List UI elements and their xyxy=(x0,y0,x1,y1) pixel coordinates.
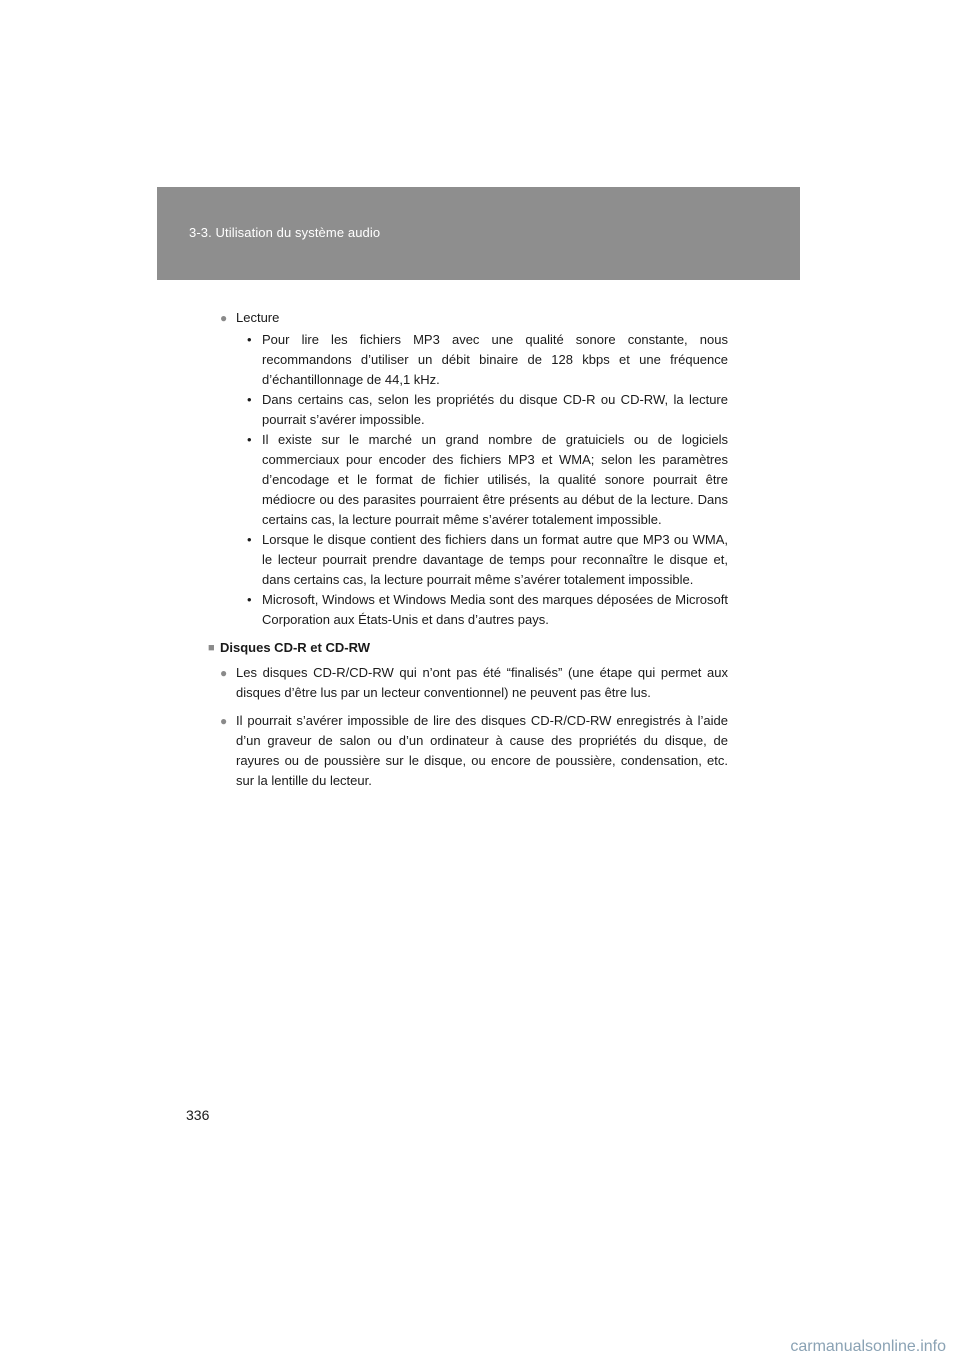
list-item: • Microsoft, Windows et Windows Media sont des marques déposées de Microsoft Corporation aux États-Unis et dans d’autres pays. xyxy=(247,592,728,627)
section-header-band xyxy=(157,187,800,280)
page-number: 336 xyxy=(186,1107,210,1123)
cdr-heading-text: Disques CD-R et CD-RW xyxy=(220,640,370,655)
section-title: 3-3. Utilisation du système audio xyxy=(189,225,381,240)
cdr-paragraph: ● Les disques CD-R/CD-RW qui n’ont pas été “finalisés” (une étape qui permet aux disques d’être lus par un lecteur conventionnel) ne peuvent pas être lus. xyxy=(220,665,728,700)
list-item: • Lorsque le disque contient des fichiers dans un format autre que MP3 ou WMA, le lecteur pourrait prendre davantage de temps pour reconnaître le disque et, dans certains cas, la lecture pourrait même s’avérer totalement impossible. xyxy=(247,532,728,587)
cdr-section-heading xyxy=(208,638,728,658)
dot-bullet-icon: • xyxy=(247,432,252,447)
page-content xyxy=(208,308,728,799)
list-item: • Il existe sur le marché un grand nombre de gratuiciels ou de logiciels commerciaux pour encoder des fichiers MP3 et WMA; selon les paramètres d’encodage et le format de fichier utilisés, la qualité sonore pourrait être médiocre ou des parasites pourraient être présents au début de la lecture. Dans certains cas, la lecture pourrait même s’avérer totalement impossible. xyxy=(247,432,728,527)
list-item: • Pour lire les fichiers MP3 avec une qualité sonore constante, nous recommandons d’utiliser un débit binaire de 128 kbps et une fréquence d’échantillonnage de 44,1 kHz. xyxy=(247,332,728,387)
square-bullet-icon: ■ xyxy=(208,642,215,654)
list-item: • Dans certains cas, selon les propriétés du disque CD-R ou CD-RW, la lecture pourrait s’avérer impossible. xyxy=(247,392,728,427)
lecture-list xyxy=(247,330,728,630)
dot-bullet-icon: • xyxy=(247,392,252,407)
dot-bullet-icon: • xyxy=(247,532,252,547)
lecture-title: Lecture xyxy=(236,310,280,325)
dot-bullet-icon: • xyxy=(247,592,252,607)
watermark: carmanualsonline.info xyxy=(790,1338,946,1355)
cdr-paragraph: ● Il pourrait s’avérer impossible de lire des disques CD-R/CD-RW enregistrés à l’aide d’un graveur de salon ou d’un ordinateur à cause des propriétés du disque, de rayures ou de poussière sur le disque, ou encore de poussière, condensation, etc. sur la lentille du lecteur. xyxy=(220,713,728,788)
circle-bullet-icon: ● xyxy=(220,714,228,728)
dot-bullet-icon: • xyxy=(247,332,252,347)
lecture-block xyxy=(220,308,728,630)
circle-bullet-icon: ● xyxy=(220,666,228,680)
circle-bullet-icon: ● xyxy=(220,311,228,325)
